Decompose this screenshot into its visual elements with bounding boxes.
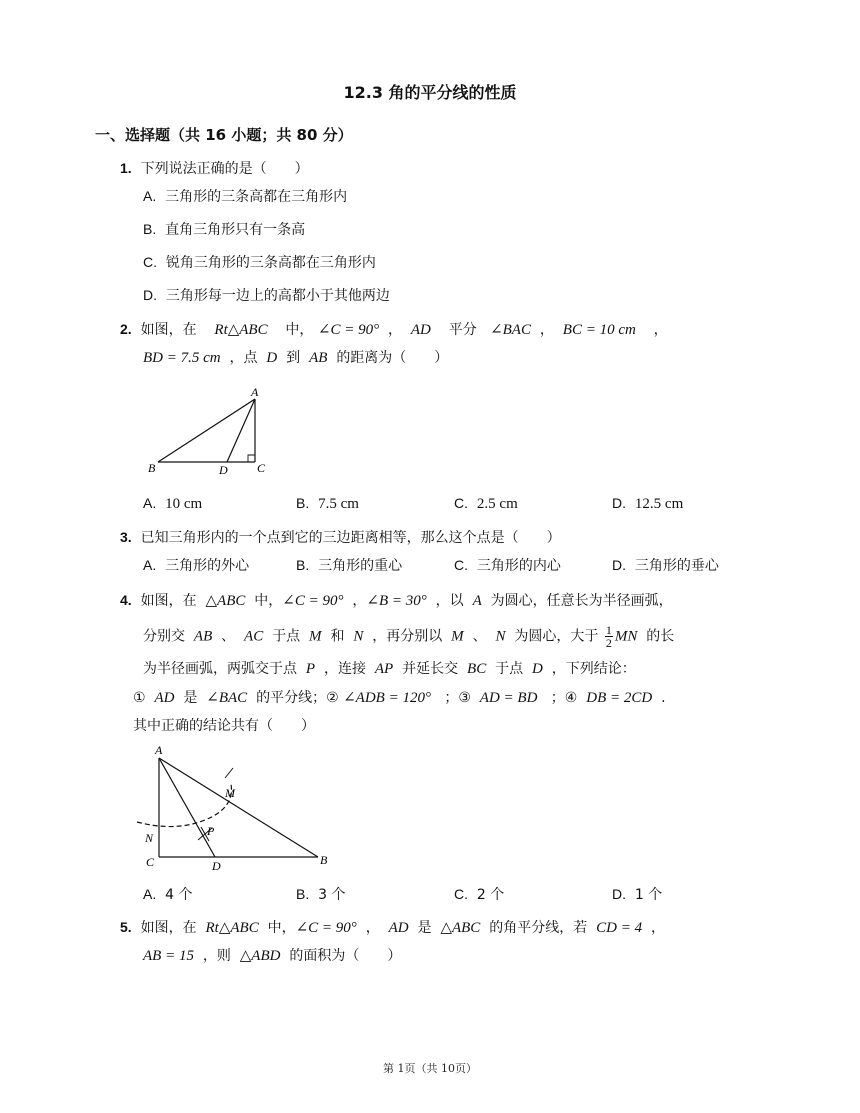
option-text: 三角形每一边上的高都小于其他两边	[165, 288, 390, 304]
q2-option-a[interactable]	[143, 493, 202, 514]
math: ∠ADB = 120°	[343, 690, 431, 706]
math: P	[305, 661, 316, 677]
text: ，以	[435, 593, 464, 609]
math: ∠BAC	[490, 322, 531, 338]
label-m: M	[225, 786, 235, 800]
q4-option-a[interactable]	[143, 884, 193, 905]
question-number: 1.	[120, 160, 132, 176]
math: Rt△ABC	[214, 322, 268, 338]
option-letter: C.	[143, 254, 157, 270]
q1-option-c[interactable]	[143, 252, 376, 273]
question-4-line-2	[143, 624, 674, 649]
option-text: 10 cm	[165, 496, 203, 512]
label-p: P	[207, 824, 215, 838]
question-2-line-2	[143, 348, 448, 368]
label-a: A	[251, 385, 259, 399]
option-text: 锐角三角形的三条高都在三角形内	[165, 255, 376, 271]
option-letter: A.	[143, 557, 157, 573]
text: ，再分别以	[372, 628, 443, 645]
right-angle-mark	[248, 455, 255, 462]
text: ，	[352, 593, 367, 609]
q4-option-b[interactable]	[296, 884, 346, 905]
arc-mark-m	[225, 768, 233, 778]
option-text: 4 个	[165, 887, 193, 903]
math: AP	[374, 661, 394, 677]
math: N	[353, 628, 364, 645]
text: ，则	[202, 948, 231, 964]
question-4-line-3	[143, 659, 636, 679]
text: ，连接	[323, 661, 366, 677]
option-letter: C.	[454, 557, 468, 573]
math: D	[266, 350, 278, 366]
text: 于点	[495, 661, 524, 677]
math: △ABD	[239, 948, 281, 964]
question-number: 2.	[120, 321, 132, 337]
math: △ABC	[205, 593, 246, 609]
math: DB = 2CD	[586, 690, 653, 706]
text: 中，	[285, 322, 314, 338]
q2-option-b[interactable]	[296, 493, 359, 514]
text: 中，	[267, 920, 296, 936]
math: AD	[388, 920, 409, 936]
q1-option-a[interactable]	[143, 186, 347, 207]
option-text: 三角形的垂心	[634, 558, 719, 574]
text: 的平分线；②	[256, 690, 339, 706]
text: 是	[417, 920, 432, 936]
option-letter: D.	[143, 287, 157, 303]
option-letter: B.	[143, 221, 157, 237]
math: AB	[193, 628, 213, 645]
segment-ad	[159, 758, 215, 857]
q2-option-d[interactable]	[612, 493, 683, 514]
question-4-line-5: 其中正确的结论共有（ ）	[133, 718, 315, 734]
text: 平分	[448, 322, 477, 338]
math: ∠C = 90°	[295, 920, 357, 936]
text: ，下列结论：	[551, 661, 636, 677]
option-text: 三角形的重心	[318, 558, 403, 574]
text: ，	[651, 920, 665, 936]
text: 于点	[272, 628, 301, 645]
text: 中，	[254, 593, 283, 609]
denominator: 2	[605, 636, 612, 650]
math: AB = 15	[143, 948, 194, 964]
question-2-line-1	[120, 319, 668, 340]
segment-ab	[159, 758, 318, 857]
math: ∠B = 30°	[366, 593, 427, 609]
math: N	[495, 628, 506, 645]
text: ；④	[550, 690, 578, 706]
option-letter: B.	[296, 886, 310, 902]
question-4-line-4	[133, 688, 666, 708]
q1-option-d[interactable]	[143, 285, 390, 306]
option-text: 三角形的三条高都在三角形内	[165, 189, 348, 205]
text: 为圆心，大于	[514, 628, 599, 645]
math: AD	[154, 690, 175, 706]
q4-option-d[interactable]	[612, 884, 662, 905]
text: .	[661, 690, 666, 706]
text: ①	[133, 690, 146, 706]
q3-option-a[interactable]	[143, 555, 249, 576]
label-c: C	[146, 855, 155, 869]
math: M	[451, 628, 464, 645]
label-d: D	[212, 859, 221, 873]
option-letter: D.	[612, 557, 626, 573]
math: BC = 10 cm	[562, 322, 636, 338]
text: 的面积为（ ）	[289, 948, 402, 964]
text: 如图，在	[140, 322, 197, 338]
q2-triangle-figure	[140, 385, 280, 477]
question-4-line-1	[120, 590, 673, 611]
math: ∠C = 90°	[282, 593, 344, 609]
page-title: 12.3 角的平分线的性质	[343, 83, 517, 102]
numerator: 1	[605, 623, 612, 637]
math: A	[472, 593, 482, 609]
arc-mn	[137, 784, 231, 827]
option-letter: B.	[296, 495, 310, 511]
text: 为半径画弧，两弧交于点	[143, 661, 297, 677]
option-letter: C.	[454, 886, 468, 902]
option-letter: B.	[296, 557, 310, 573]
option-text: 7.5 cm	[318, 496, 359, 512]
option-letter: D.	[612, 495, 626, 511]
section-heading: 一、选择题（共 16 小题；共 80 分）	[95, 126, 353, 144]
math: AB	[309, 350, 328, 366]
text: 分别交	[143, 628, 185, 645]
option-text: 1 个	[634, 887, 663, 903]
q1-option-b[interactable]	[143, 219, 305, 240]
option-letter: C.	[454, 495, 468, 511]
fraction-one-half	[605, 624, 613, 649]
label-d: D	[219, 463, 228, 477]
option-text: 2 个	[476, 887, 505, 903]
option-letter: D.	[612, 886, 626, 902]
option-text: 3 个	[318, 887, 346, 903]
option-letter: A.	[143, 495, 157, 511]
text: ；③	[444, 690, 471, 706]
math: M	[309, 628, 322, 645]
q4-triangle-figure	[135, 740, 335, 875]
option-text: 直角三角形只有一条高	[165, 222, 306, 238]
math: Rt△ABC	[205, 920, 259, 936]
q2-option-c[interactable]	[454, 493, 518, 514]
math: AC	[244, 628, 264, 645]
label-b: B	[148, 461, 156, 475]
question-5-line-1	[120, 917, 665, 938]
question-5-line-2	[143, 946, 401, 966]
q3-option-d[interactable]	[612, 555, 719, 576]
math: ∠C = 90°	[317, 322, 380, 338]
option-letter: A.	[143, 188, 157, 204]
text: 的长	[646, 628, 675, 645]
text: 到	[286, 350, 301, 366]
text: 并延长交	[402, 661, 459, 677]
text: 如图，在	[140, 593, 197, 609]
text: 的距离为（ ）	[336, 350, 449, 366]
q3-option-b[interactable]	[296, 555, 402, 576]
text: ，	[539, 322, 554, 338]
text: 是	[183, 690, 198, 706]
text: 如图，在	[140, 920, 197, 936]
question-1-stem	[120, 158, 309, 179]
question-text: 下列说法正确的是（ ）	[140, 161, 309, 177]
question-text: 已知三角形内的一个点到它的三边距离相等，那么这个点是（ ）	[140, 530, 561, 546]
option-text: 三角形的内心	[476, 558, 561, 574]
label-c: C	[257, 461, 266, 475]
text: 和	[330, 628, 345, 645]
math: ∠BAC	[206, 690, 248, 706]
option-text: 2.5 cm	[476, 496, 518, 512]
math: AD	[410, 322, 431, 338]
q3-option-c[interactable]	[454, 555, 561, 576]
option-text: 三角形的外心	[165, 558, 250, 574]
math: BC	[467, 661, 487, 677]
option-text: 12.5 cm	[634, 496, 684, 512]
text: ，	[365, 920, 380, 936]
math: D	[532, 661, 543, 677]
math: CD = 4	[596, 920, 643, 936]
text: ，点	[229, 350, 258, 366]
math: BD = 7.5 cm	[143, 350, 221, 366]
page-footer: 第 1页（共 10页）	[383, 1062, 477, 1075]
math: MN	[614, 628, 638, 645]
label-b: B	[320, 853, 328, 867]
text: ，	[387, 322, 402, 338]
math: AD = BD	[479, 690, 538, 706]
text: 、	[221, 628, 236, 645]
question-3-stem	[120, 527, 561, 548]
question-number: 5.	[120, 919, 132, 935]
text: ，	[653, 322, 668, 338]
text: 、	[472, 628, 487, 645]
question-number: 4.	[120, 592, 132, 608]
text: 为圆心，任意长为半径画弧，	[490, 593, 673, 609]
label-n: N	[145, 831, 154, 845]
question-number: 3.	[120, 529, 132, 545]
math: △ABC	[440, 920, 481, 936]
label-a: A	[155, 743, 163, 757]
option-letter: A.	[143, 886, 157, 902]
q4-option-c[interactable]	[454, 884, 504, 905]
text: 的角平分线，若	[489, 920, 588, 936]
